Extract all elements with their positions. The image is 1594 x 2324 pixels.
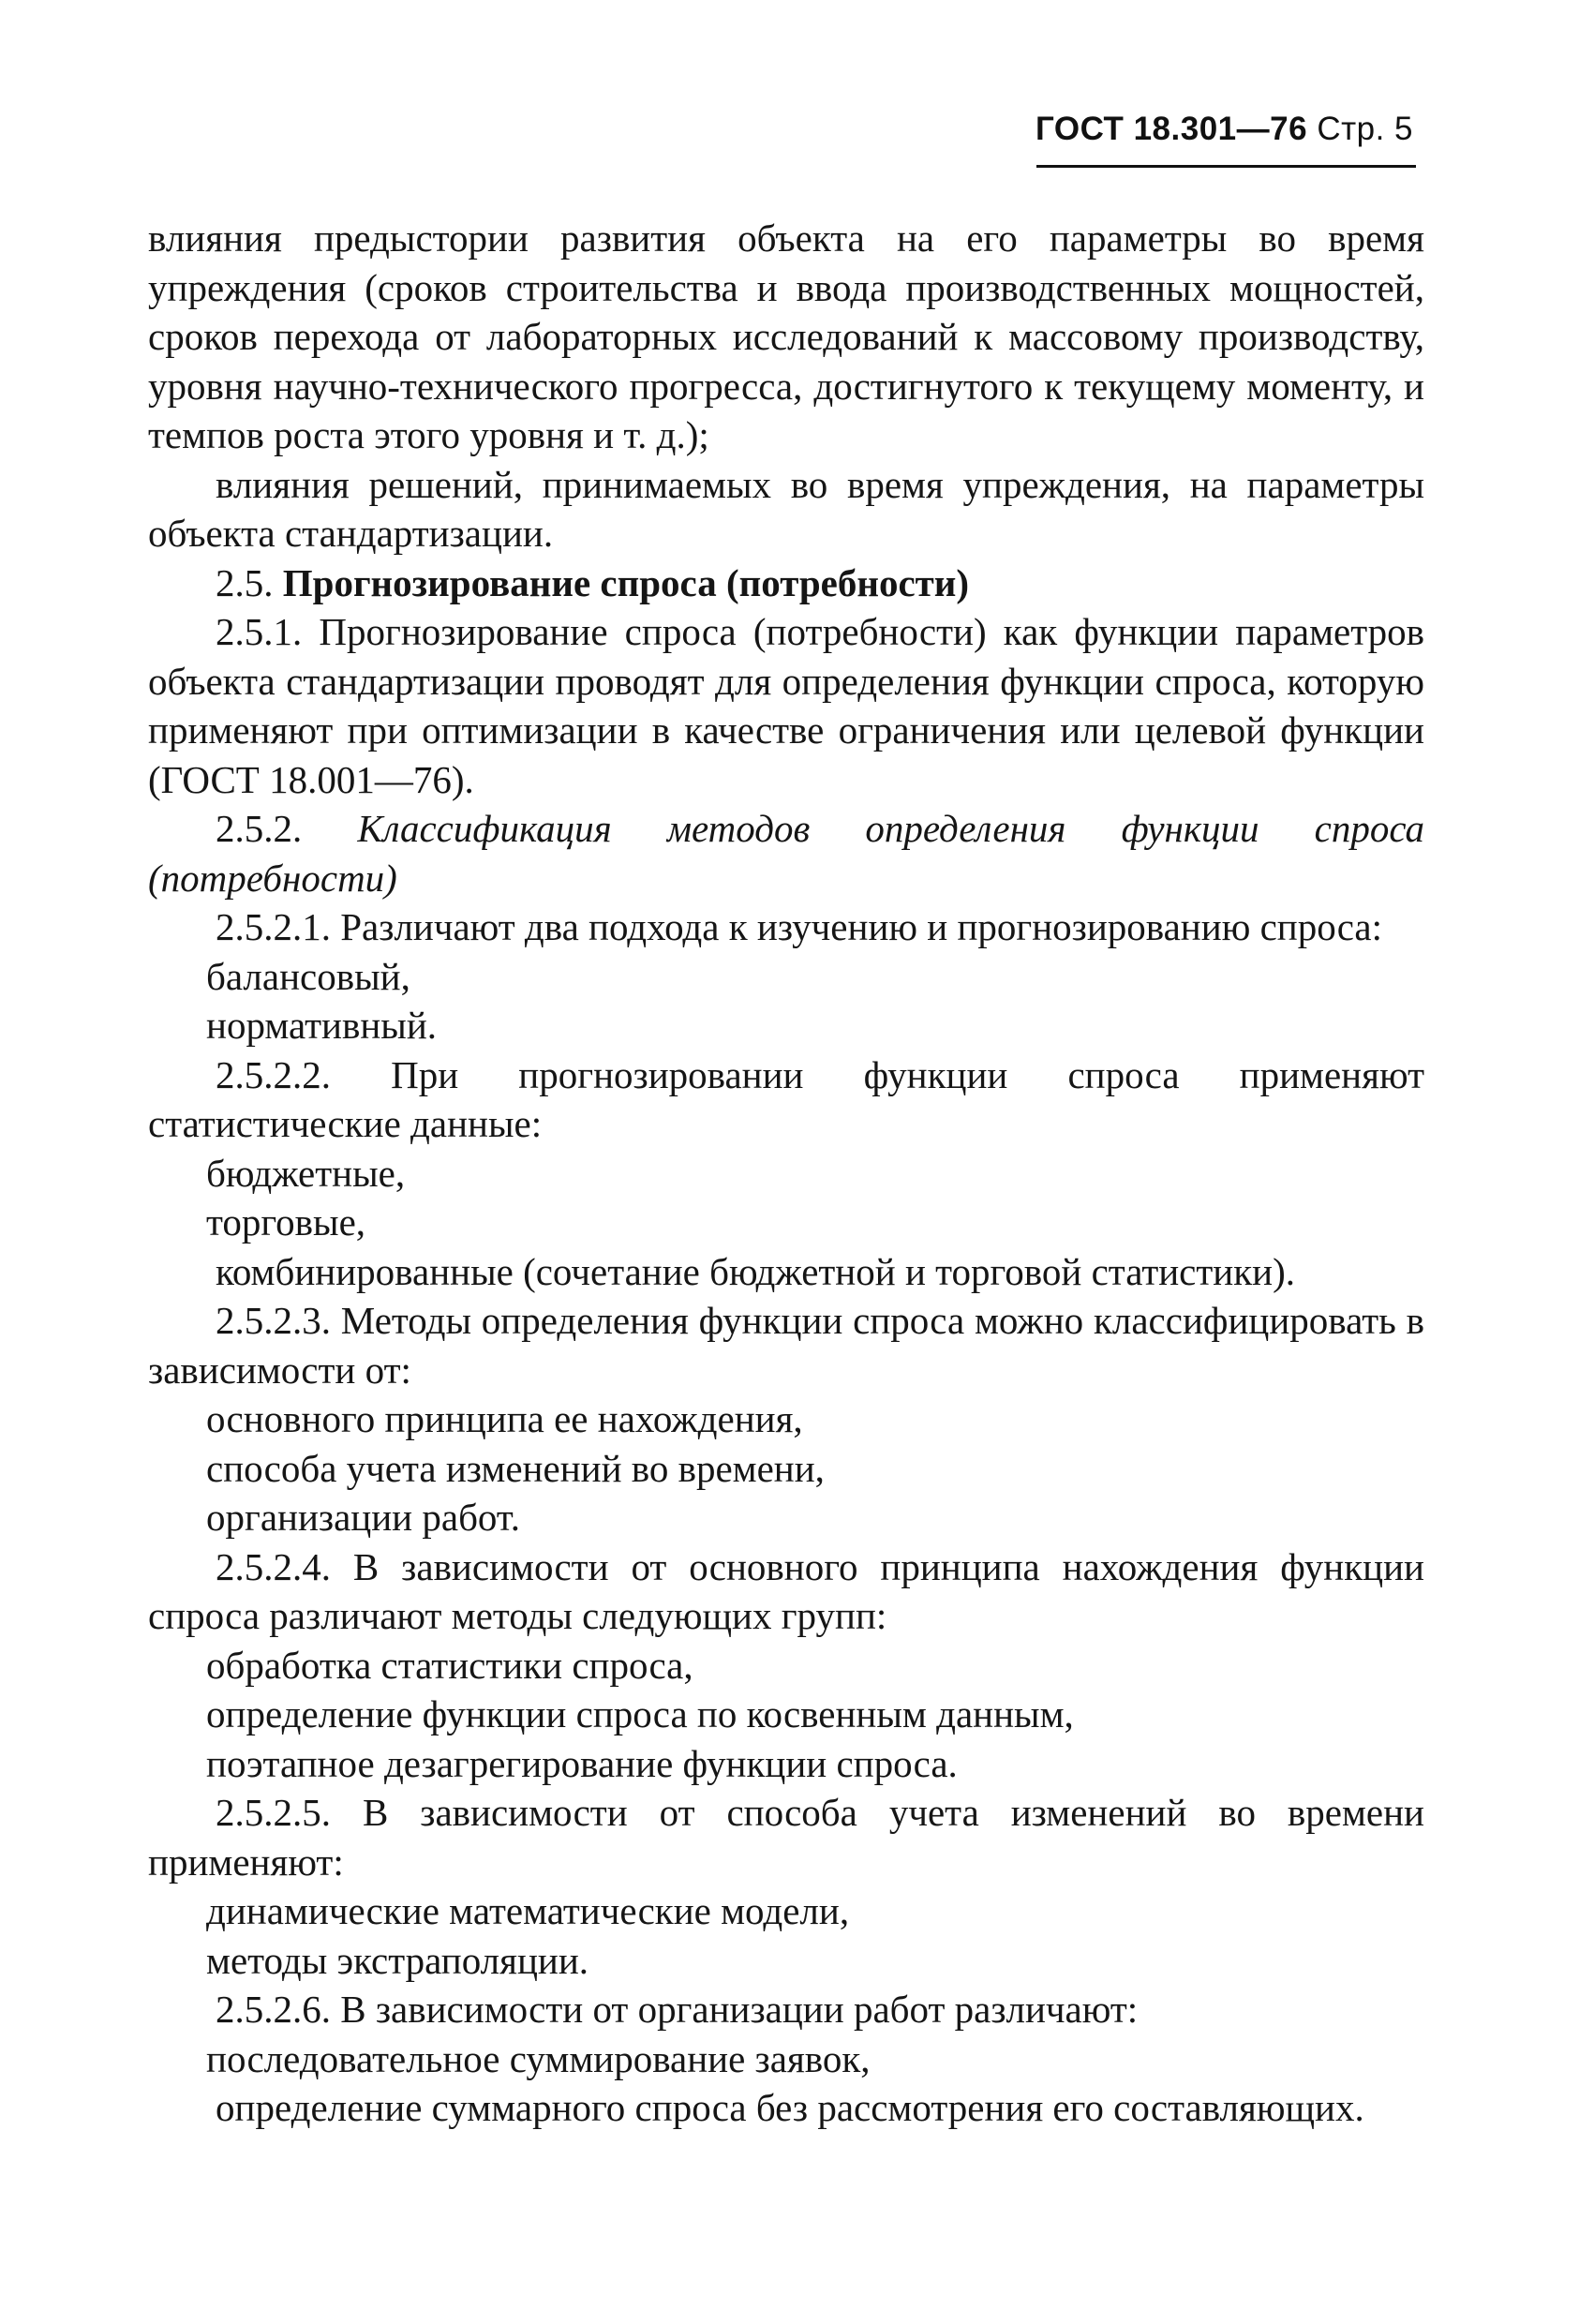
paragraph-2-5-2-1: 2.5.2.1. Различают два подхода к изучению и прогнозированию спроса: [216,905,1383,948]
list-item: последовательное суммирование заявок, [206,2036,871,2080]
list-item: динамические математические модели, [206,1889,850,1932]
list-item: комбинированные (сочетание бюджетной и торговой статистики). [216,1249,1296,1293]
page-number: Стр. 5 [1317,111,1413,147]
list-item: основного принципа ее нахождения, [206,1397,803,1440]
paragraph-2-5-2-3: 2.5.2.3. Методы определения функции спроса можно классифицировать в зависимости от: [148,1299,1424,1392]
list-item: обработка статистики спроса, [206,1643,693,1687]
section-2-5-heading [148,559,1424,608]
standard-number: ГОСТ 18.301—76 [1035,111,1308,147]
list-item: балансовый, [206,954,410,998]
list-item: методы экстраполяции. [206,1938,589,1982]
list-item: организации работ. [206,1496,520,1539]
paragraph-2-5-2-5: 2.5.2.5. В зависимости от способа учета изменений во времени применяют: [148,1791,1424,1884]
paragraph-influence-decisions: влияния решений, принимаемых во время упреждения, на параметры объекта стандартизации. [148,462,1424,555]
page-header [1035,111,1413,148]
header-divider [1036,165,1416,168]
paragraph-2-5-1: 2.5.1. Прогнозирование спроса (потребности) как функции параметров объекта стандартизации проводят для определения функции спроса, которую применяют при оптимизации в качестве ограничения или целевой функции (ГОСТ 18.001—76). [148,610,1424,801]
document-body [148,214,1424,2133]
list-item: поэтапное дезагрегирование функции спроса. [206,1741,958,1785]
paragraph-2-5-2-2: 2.5.2.2. При прогнозировании функции спроса применяют статистические данные: [148,1052,1424,1145]
paragraph-influence-history: влияния предыстории развития объекта на его параметры во время упреждения (сроков строительства и ввода производственных мощностей, сроков перехода от лабораторных исследований к массовому производству, уровня научно-технического прогресса, достигнутого к текущему моменту, и темпов роста этого уровня и т. д.); [148,216,1424,456]
list-item: определение функции спроса по косвенным данным, [206,1692,1074,1736]
list-item: определение суммарного спроса без рассмотрения его составляющих. [216,2086,1364,2129]
section-2-5-2-heading [148,804,1424,902]
list-item: торговые, [206,1200,366,1244]
section-number: 2.5. [216,560,274,604]
list-item: способа учета изменений во времени, [206,1446,825,1490]
section-title: Классификация методов определения функции спроса (потребности) [148,807,1425,900]
section-title: Прогнозирование спроса (потребности) [282,560,970,604]
section-number: 2.5.2. [216,807,303,850]
paragraph-2-5-2-4: 2.5.2.4. В зависимости от основного принципа нахождения функции спроса различают методы следующих групп: [148,1544,1424,1637]
paragraph-2-5-2-6: 2.5.2.6. В зависимости от организации работ различают: [216,1988,1139,2031]
list-item: нормативный. [206,1004,438,1047]
list-item: бюджетные, [206,1151,406,1195]
